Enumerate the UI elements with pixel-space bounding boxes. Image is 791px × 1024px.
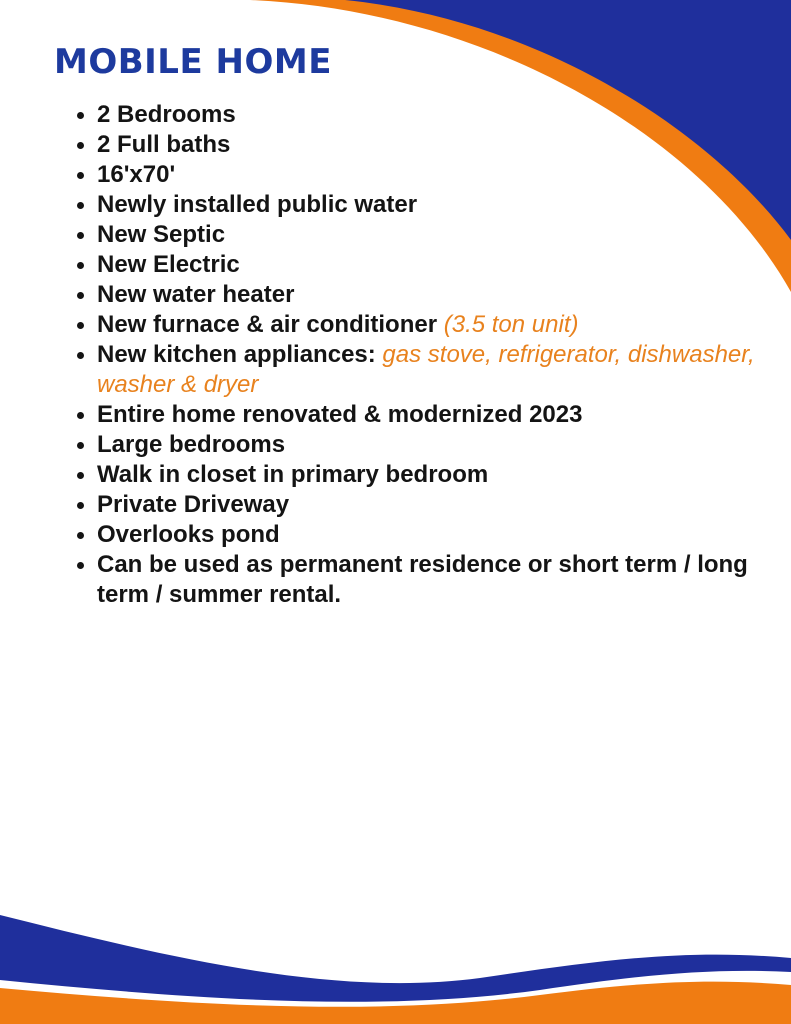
feature-text: New Electric bbox=[97, 251, 240, 278]
feature-text: New water heater bbox=[97, 281, 295, 308]
feature-text: 2 Bedrooms bbox=[97, 101, 236, 128]
list-item bbox=[97, 130, 777, 160]
feature-text: Can be used as permanent residence or short term / long term / summer rental. bbox=[97, 551, 748, 608]
list-item bbox=[97, 100, 777, 130]
feature-text: Newly installed public water bbox=[97, 191, 418, 218]
feature-text: Large bedrooms bbox=[97, 431, 286, 458]
list-item bbox=[97, 160, 777, 190]
list-item bbox=[97, 460, 777, 490]
list-item bbox=[97, 400, 777, 430]
list-item bbox=[97, 220, 777, 250]
list-item bbox=[97, 490, 777, 520]
list-item bbox=[97, 250, 777, 280]
list-item bbox=[97, 550, 777, 610]
list-item bbox=[97, 190, 777, 220]
feature-text: Private Driveway bbox=[97, 491, 290, 518]
feature-note: gas stove, refrigerator, dishwasher, washer & dryer bbox=[97, 341, 755, 398]
feature-text: New kitchen appliances: bbox=[97, 341, 383, 368]
feature-text: Entire home renovated & modernized 2023 bbox=[97, 401, 583, 428]
feature-text: 16'x70' bbox=[97, 161, 176, 188]
features-list bbox=[97, 100, 777, 610]
feature-note: (3.5 ton unit) bbox=[443, 311, 579, 338]
list-item bbox=[97, 310, 777, 340]
feature-text: Walk in closet in primary bedroom bbox=[97, 461, 489, 488]
feature-text: New Septic bbox=[97, 221, 226, 248]
list-item bbox=[97, 520, 777, 550]
feature-text: New furnace & air conditioner bbox=[97, 311, 444, 338]
page-title: MOBILE HOME bbox=[54, 42, 332, 82]
list-item bbox=[97, 280, 777, 310]
feature-text: Overlooks pond bbox=[97, 521, 280, 548]
list-item bbox=[97, 430, 777, 460]
feature-text: 2 Full baths bbox=[97, 131, 231, 158]
list-item bbox=[97, 340, 777, 400]
